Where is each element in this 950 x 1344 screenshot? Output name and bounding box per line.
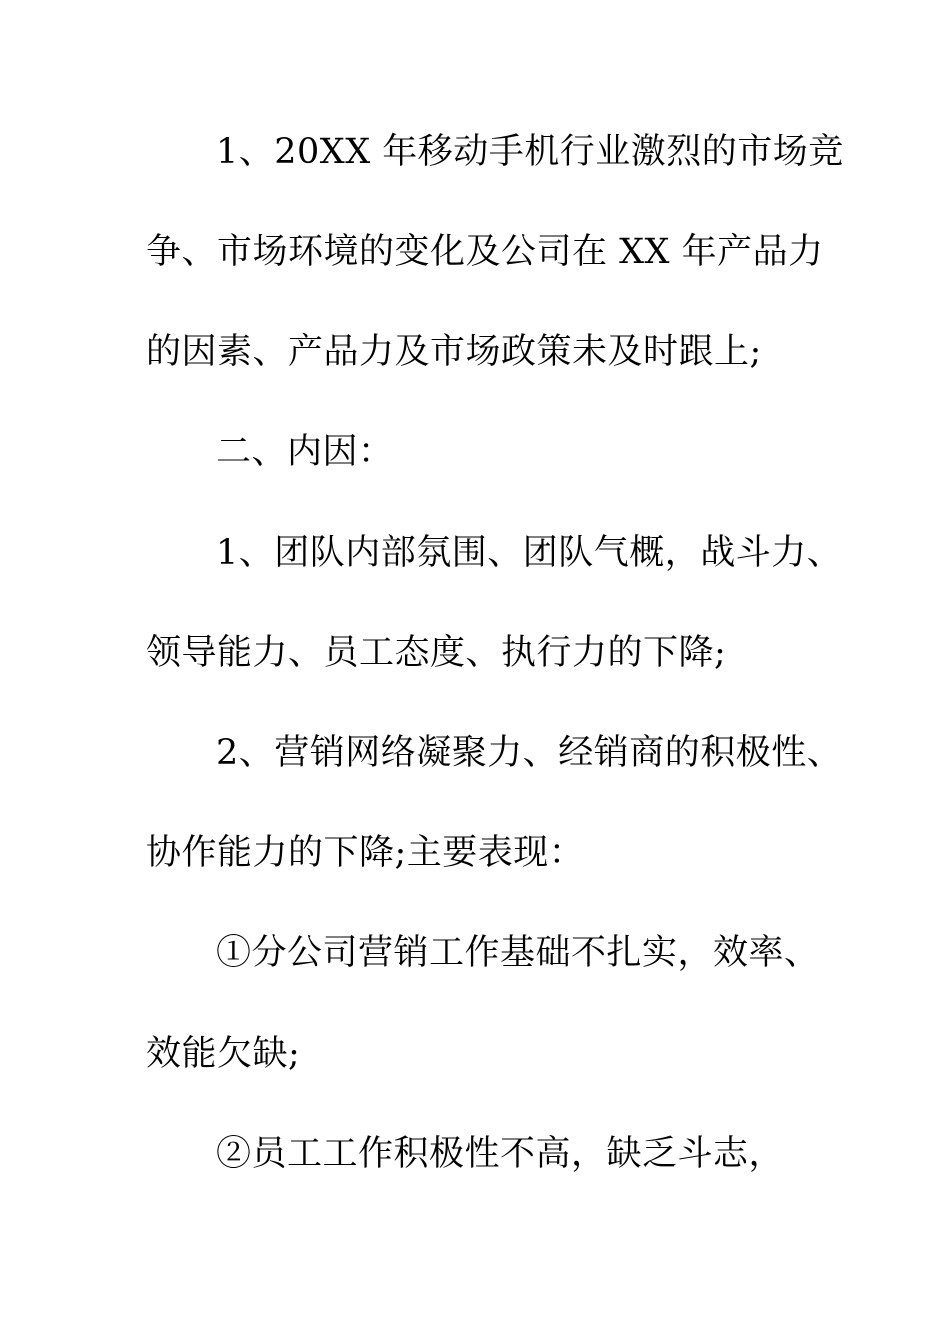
paragraph-line-10: 效能欠缺;	[146, 1034, 301, 1074]
paragraph-line-8: 协作能力的下降;主要表现：	[146, 833, 585, 873]
paragraph-line-1: 1、20XX 年移动手机行业激烈的市场竞	[216, 132, 844, 172]
paragraph-line-11: ②员工工作积极性不高，缺乏斗志，	[216, 1134, 785, 1174]
paragraph-line-3: 的因素、产品力及市场政策未及时跟上;	[146, 332, 762, 372]
paragraph-line-6: 领导能力、员工态度、执行力的下降;	[146, 633, 727, 673]
paragraph-line-2: 争、市场环境的变化及公司在 XX 年产品力	[146, 232, 824, 272]
paragraph-line-5: 1、团队内部氛围、团队气概，战斗力、	[216, 533, 843, 573]
paragraph-line-7: 2、营销网络凝聚力、经销商的积极性、	[216, 733, 843, 773]
paragraph-line-9: ①分公司营销工作基础不扎实，效率、	[216, 933, 820, 973]
section-heading: 二、内因：	[216, 432, 394, 472]
